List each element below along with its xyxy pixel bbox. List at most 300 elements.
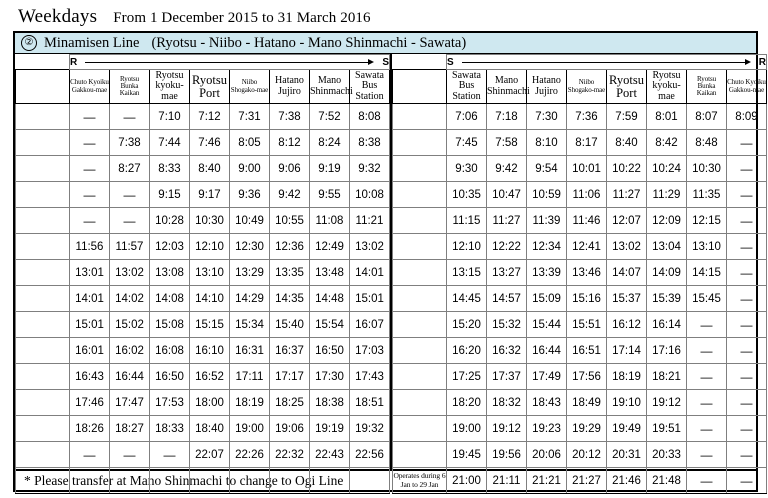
table-row <box>16 468 390 494</box>
inbound-time-cell: 13:02 <box>607 234 647 260</box>
outbound-table <box>15 54 390 494</box>
outbound-station-6: Mano Shinmachi <box>310 70 350 104</box>
inbound-time-cell: 16:51 <box>567 338 607 364</box>
inbound-station-0: Sawata Bus Station <box>447 70 487 104</box>
inbound-station-header-row <box>393 70 767 104</box>
inbound-time-cell: 11:15 <box>447 208 487 234</box>
inbound-time-cell: 8:17 <box>567 130 607 156</box>
outbound-time-cell: 19:19 <box>310 416 350 442</box>
outbound-row-note <box>16 260 70 286</box>
inbound-time-cell: — <box>727 286 767 312</box>
inbound-time-cell: 7:58 <box>487 130 527 156</box>
outbound-row-note <box>16 416 70 442</box>
outbound-time-cell: 10:30 <box>190 208 230 234</box>
table-row <box>393 390 767 416</box>
inbound-time-cell: — <box>727 364 767 390</box>
outbound-time-cell: 10:28 <box>150 208 190 234</box>
outbound-time-cell: 16:10 <box>190 338 230 364</box>
outbound-time-cell: 7:46 <box>190 130 230 156</box>
outbound-time-cell: 16:08 <box>150 338 190 364</box>
outbound-time-cell: 12:36 <box>270 234 310 260</box>
table-row <box>393 156 767 182</box>
table-row <box>393 416 767 442</box>
outbound-time-cell: 11:57 <box>110 234 150 260</box>
outbound-time-cell: 9:00 <box>230 156 270 182</box>
inbound-time-cell: 13:04 <box>647 234 687 260</box>
outbound-time-cell: 13:01 <box>70 260 110 286</box>
outbound-time-cell: 18:51 <box>350 390 390 416</box>
outbound-time-cell: 15:08 <box>150 312 190 338</box>
inbound-time-cell: 19:56 <box>487 442 527 468</box>
outbound-time-cell: 18:19 <box>230 390 270 416</box>
inbound-time-cell: 14:45 <box>447 286 487 312</box>
inbound-time-cell: 15:39 <box>647 286 687 312</box>
inbound-time-cell: — <box>727 442 767 468</box>
outbound-time-cell: 16:52 <box>190 364 230 390</box>
inbound-time-cell: 17:25 <box>447 364 487 390</box>
inbound-time-cell: 14:15 <box>687 260 727 286</box>
inbound-station-3: Niibo Shogako-mae <box>567 70 607 104</box>
inbound-time-cell: 15:51 <box>567 312 607 338</box>
inbound-row-note <box>393 234 447 260</box>
inbound-row-note <box>393 338 447 364</box>
outbound-time-cell: 18:00 <box>190 390 230 416</box>
outbound-row-note <box>16 234 70 260</box>
inbound-station-1: Mano Shinmachi <box>487 70 527 104</box>
inbound-time-cell: 12:07 <box>607 208 647 234</box>
table-row <box>16 286 390 312</box>
inbound-time-cell: 19:49 <box>607 416 647 442</box>
outbound-station-2: Ryotsu kyoku-mae <box>150 70 190 104</box>
outbound-station-header-row <box>16 70 390 104</box>
inbound-time-cell: — <box>727 156 767 182</box>
outbound-row-note <box>16 468 70 494</box>
outbound-time-cell: 18:25 <box>270 390 310 416</box>
outbound-time-cell: 12:03 <box>150 234 190 260</box>
inbound-time-cell: 8:09 <box>727 104 767 130</box>
inbound-time-cell: 19:10 <box>607 390 647 416</box>
table-row <box>393 286 767 312</box>
outbound-time-cell: — <box>70 182 110 208</box>
validity-date-range: From 1 December 2015 to 31 March 2016 <box>113 10 371 26</box>
outbound-time-cell: — <box>70 130 110 156</box>
outbound-destination-code: S <box>382 56 389 68</box>
inbound-time-cell: 21:21 <box>527 468 567 494</box>
inbound-time-cell: 19:12 <box>487 416 527 442</box>
outbound-time-cell: 10:55 <box>270 208 310 234</box>
inbound-time-cell: 12:09 <box>647 208 687 234</box>
inbound-time-cell: 7:45 <box>447 130 487 156</box>
outbound-time-cell: 11:08 <box>310 208 350 234</box>
outbound-time-cell: 8:12 <box>270 130 310 156</box>
inbound-row-note <box>393 260 447 286</box>
table-row <box>393 208 767 234</box>
inbound-row-note <box>393 286 447 312</box>
inbound-time-cell: 10:47 <box>487 182 527 208</box>
inbound-time-cell: 17:56 <box>567 364 607 390</box>
outbound-time-cell: 11:56 <box>70 234 110 260</box>
outbound-time-cell: 13:48 <box>310 260 350 286</box>
table-row <box>16 312 390 338</box>
inbound-time-cell: 9:42 <box>487 156 527 182</box>
inbound-row-note <box>393 364 447 390</box>
inbound-origin-code: S <box>447 56 454 68</box>
inbound-row-note <box>393 208 447 234</box>
inbound-time-cell: — <box>687 364 727 390</box>
outbound-time-cell: 16:02 <box>110 338 150 364</box>
outbound-time-cell: 7:31 <box>230 104 270 130</box>
inbound-time-cell: 21:00 <box>447 468 487 494</box>
outbound-row-note <box>16 390 70 416</box>
outbound-time-cell: 17:47 <box>110 390 150 416</box>
inbound-time-cell: — <box>727 390 767 416</box>
outbound-time-cell: 12:30 <box>230 234 270 260</box>
inbound-time-cell: 15:16 <box>567 286 607 312</box>
inbound-time-cell: — <box>727 416 767 442</box>
outbound-row-note <box>16 286 70 312</box>
inbound-time-cell: 19:00 <box>447 416 487 442</box>
inbound-station-6: Ryotsu Bunka Kaikan <box>687 70 727 104</box>
inbound-time-cell: 13:39 <box>527 260 567 286</box>
outbound-time-cell: 9:06 <box>270 156 310 182</box>
outbound-time-cell: 17:53 <box>150 390 190 416</box>
outbound-row-note <box>16 338 70 364</box>
inbound-time-cell: 10:01 <box>567 156 607 182</box>
inbound-time-cell: 11:39 <box>527 208 567 234</box>
outbound-row-note <box>16 156 70 182</box>
outbound-direction-spacer <box>16 55 70 70</box>
inbound-station-4: Ryotsu Port <box>607 70 647 104</box>
inbound-time-cell: 7:59 <box>607 104 647 130</box>
inbound-row-note <box>393 416 447 442</box>
outbound-time-cell: 14:02 <box>110 286 150 312</box>
table-row <box>393 104 767 130</box>
outbound-station-1: Ryotsu Bunka Kaikan <box>110 70 150 104</box>
inbound-time-cell: 19:23 <box>527 416 567 442</box>
outbound-rows <box>16 104 390 494</box>
inbound-time-cell: 15:44 <box>527 312 567 338</box>
outbound-station-4: Niibo Shogako-mae <box>230 70 270 104</box>
inbound-time-cell: 8:42 <box>647 130 687 156</box>
inbound-time-cell: 11:06 <box>567 182 607 208</box>
outbound-time-cell: 19:32 <box>350 416 390 442</box>
line-number-badge: ② <box>21 35 37 51</box>
outbound-time-cell <box>230 468 270 494</box>
table-row <box>16 156 390 182</box>
table-row <box>16 182 390 208</box>
outbound-time-cell: 22:43 <box>310 442 350 468</box>
outbound-time-cell: 22:56 <box>350 442 390 468</box>
inbound-time-cell: 16:32 <box>487 338 527 364</box>
inbound-time-cell: 7:06 <box>447 104 487 130</box>
inbound-destination-code: R <box>758 56 766 68</box>
outbound-time-cell: 14:01 <box>350 260 390 286</box>
inbound-time-cell: 10:24 <box>647 156 687 182</box>
inbound-time-cell: — <box>687 416 727 442</box>
outbound-row-note <box>16 104 70 130</box>
outbound-time-cell: 15:01 <box>350 286 390 312</box>
outbound-time-cell: 12:10 <box>190 234 230 260</box>
inbound-time-cell: 19:51 <box>647 416 687 442</box>
inbound-time-cell: 16:12 <box>607 312 647 338</box>
outbound-time-cell <box>270 468 310 494</box>
inbound-time-cell: — <box>727 234 767 260</box>
timetable-frame <box>13 31 766 492</box>
outbound-time-cell: 8:27 <box>110 156 150 182</box>
outbound-time-cell: 7:12 <box>190 104 230 130</box>
inbound-time-cell: 12:41 <box>567 234 607 260</box>
outbound-time-cell: 10:49 <box>230 208 270 234</box>
outbound-time-cell: 9:17 <box>190 182 230 208</box>
inbound-time-cell: 10:22 <box>607 156 647 182</box>
inbound-time-cell: 7:30 <box>527 104 567 130</box>
inbound-time-cell: 18:19 <box>607 364 647 390</box>
inbound-time-cell: 13:27 <box>487 260 527 286</box>
inbound-time-cell: 20:12 <box>567 442 607 468</box>
page-title: Weekdays <box>18 6 98 27</box>
outbound-time-cell: 18:38 <box>310 390 350 416</box>
table-row <box>393 468 767 494</box>
inbound-time-cell: 11:46 <box>567 208 607 234</box>
inbound-time-cell: 12:15 <box>687 208 727 234</box>
inbound-time-cell: 19:12 <box>647 390 687 416</box>
inbound-time-cell: 12:10 <box>447 234 487 260</box>
inbound-time-cell: 14:09 <box>647 260 687 286</box>
inbound-time-cell: 18:49 <box>567 390 607 416</box>
outbound-row-note <box>16 182 70 208</box>
outbound-time-cell: 7:44 <box>150 130 190 156</box>
direction-arrow-icon <box>85 59 374 65</box>
inbound-time-cell: — <box>727 338 767 364</box>
inbound-time-cell: 11:29 <box>647 182 687 208</box>
outbound-time-cell: 17:43 <box>350 364 390 390</box>
inbound-time-cell: 21:46 <box>607 468 647 494</box>
outbound-time-cell: 8:40 <box>190 156 230 182</box>
inbound-row-note <box>393 390 447 416</box>
inbound-time-cell: — <box>687 442 727 468</box>
table-row <box>16 338 390 364</box>
outbound-time-cell: 13:02 <box>350 234 390 260</box>
outbound-time-cell: 17:46 <box>70 390 110 416</box>
inbound-time-cell: 14:57 <box>487 286 527 312</box>
line-name: Minamisen Line <box>44 34 140 51</box>
outbound-time-cell: 17:03 <box>350 338 390 364</box>
outbound-table-container <box>15 54 392 469</box>
inbound-time-cell: 8:48 <box>687 130 727 156</box>
inbound-time-cell: 16:14 <box>647 312 687 338</box>
outbound-time-cell: — <box>70 442 110 468</box>
table-row <box>393 364 767 390</box>
inbound-time-cell: 19:29 <box>567 416 607 442</box>
outbound-time-cell: 11:21 <box>350 208 390 234</box>
outbound-time-cell: 18:40 <box>190 416 230 442</box>
outbound-row-note <box>16 442 70 468</box>
outbound-time-cell <box>110 468 150 494</box>
outbound-time-cell: 9:42 <box>270 182 310 208</box>
outbound-time-cell: 17:17 <box>270 364 310 390</box>
table-row <box>393 260 767 286</box>
table-row <box>16 260 390 286</box>
line-banner <box>15 33 756 54</box>
outbound-time-cell: 8:05 <box>230 130 270 156</box>
inbound-time-cell: — <box>687 338 727 364</box>
inbound-row-note <box>393 156 447 182</box>
inbound-time-cell: 20:31 <box>607 442 647 468</box>
outbound-time-cell: — <box>110 104 150 130</box>
inbound-time-cell: 18:43 <box>527 390 567 416</box>
outbound-time-cell: 15:34 <box>230 312 270 338</box>
inbound-row-note <box>393 104 447 130</box>
inbound-station-5: Ryotsu kyoku-mae <box>647 70 687 104</box>
inbound-row-note: Operates during 6 Jan to 29 Jan <box>393 468 447 494</box>
outbound-time-cell: 9:32 <box>350 156 390 182</box>
inbound-time-cell: 15:32 <box>487 312 527 338</box>
outbound-time-cell: 14:48 <box>310 286 350 312</box>
outbound-time-cell: 9:36 <box>230 182 270 208</box>
outbound-time-cell: 16:50 <box>310 338 350 364</box>
outbound-time-cell <box>190 468 230 494</box>
inbound-time-cell: 8:07 <box>687 104 727 130</box>
inbound-time-cell: 17:37 <box>487 364 527 390</box>
outbound-time-cell: 9:15 <box>150 182 190 208</box>
outbound-time-cell: 14:08 <box>150 286 190 312</box>
inbound-direction-indicator <box>447 55 767 70</box>
outbound-time-cell: 18:26 <box>70 416 110 442</box>
outbound-time-cell: 13:02 <box>110 260 150 286</box>
inbound-time-cell: — <box>727 312 767 338</box>
outbound-time-cell: 14:35 <box>270 286 310 312</box>
outbound-time-cell: 16:31 <box>230 338 270 364</box>
inbound-time-cell: 20:06 <box>527 442 567 468</box>
inbound-station-7: Chuto Kyoiku Gakkou-mae <box>727 70 767 104</box>
inbound-time-cell: 19:45 <box>447 442 487 468</box>
outbound-time-cell: 13:29 <box>230 260 270 286</box>
outbound-time-cell: 14:01 <box>70 286 110 312</box>
outbound-time-cell: — <box>150 442 190 468</box>
inbound-time-cell: 16:44 <box>527 338 567 364</box>
outbound-time-cell: 16:37 <box>270 338 310 364</box>
inbound-time-cell: 13:15 <box>447 260 487 286</box>
outbound-row-note <box>16 130 70 156</box>
inbound-table <box>392 54 767 494</box>
outbound-row-note <box>16 208 70 234</box>
table-row <box>16 442 390 468</box>
inbound-time-cell: 15:45 <box>687 286 727 312</box>
inbound-time-cell: 21:48 <box>647 468 687 494</box>
inbound-time-cell: 10:35 <box>447 182 487 208</box>
inbound-time-cell: 15:20 <box>447 312 487 338</box>
outbound-time-cell: 7:52 <box>310 104 350 130</box>
outbound-time-cell: — <box>70 104 110 130</box>
outbound-direction-indicator <box>70 55 390 70</box>
outbound-time-cell: 8:33 <box>150 156 190 182</box>
inbound-time-cell: 15:09 <box>527 286 567 312</box>
inbound-time-cell: 18:32 <box>487 390 527 416</box>
inbound-time-cell: 11:27 <box>607 182 647 208</box>
inbound-time-cell: 18:20 <box>447 390 487 416</box>
inbound-direction-spacer <box>393 55 447 70</box>
outbound-time-cell: 15:02 <box>110 312 150 338</box>
inbound-row-note <box>393 312 447 338</box>
inbound-time-cell: 21:11 <box>487 468 527 494</box>
outbound-time-cell: 17:30 <box>310 364 350 390</box>
outbound-time-cell: 16:43 <box>70 364 110 390</box>
inbound-rows <box>393 104 767 494</box>
inbound-table-container <box>392 54 767 489</box>
table-row <box>393 182 767 208</box>
table-row <box>16 390 390 416</box>
outbound-row-note <box>16 312 70 338</box>
outbound-time-cell: 14:29 <box>230 286 270 312</box>
inbound-direction-bar <box>393 55 767 70</box>
inbound-time-cell: — <box>687 390 727 416</box>
inbound-time-cell: 9:54 <box>527 156 567 182</box>
outbound-time-cell <box>150 468 190 494</box>
table-row <box>16 208 390 234</box>
outbound-time-cell: — <box>110 442 150 468</box>
inbound-time-cell: 17:49 <box>527 364 567 390</box>
line-stations-summary: (Ryotsu - Niibo - Hatano - Mano Shinmachi - Sawata) <box>151 34 467 51</box>
footnote: * Please transfer at Mano Shinmachi to change to Ogi Line <box>15 469 756 490</box>
outbound-time-cell: — <box>110 182 150 208</box>
outbound-time-cell: 15:54 <box>310 312 350 338</box>
outbound-time-cell: 16:44 <box>110 364 150 390</box>
outbound-time-cell: 15:40 <box>270 312 310 338</box>
table-row <box>16 364 390 390</box>
inbound-time-cell: 15:37 <box>607 286 647 312</box>
inbound-row-note <box>393 130 447 156</box>
inbound-time-cell: 12:34 <box>527 234 567 260</box>
outbound-time-cell: 16:07 <box>350 312 390 338</box>
table-row <box>393 312 767 338</box>
outbound-time-cell: 22:07 <box>190 442 230 468</box>
outbound-head <box>16 55 390 104</box>
inbound-time-cell: 12:22 <box>487 234 527 260</box>
inbound-time-cell: 7:18 <box>487 104 527 130</box>
inbound-time-cell: 8:10 <box>527 130 567 156</box>
outbound-time-cell: — <box>70 208 110 234</box>
inbound-time-cell: — <box>727 208 767 234</box>
inbound-time-cell: — <box>687 312 727 338</box>
outbound-time-cell: 12:49 <box>310 234 350 260</box>
outbound-time-cell: 18:33 <box>150 416 190 442</box>
outbound-time-cell: 7:38 <box>110 130 150 156</box>
outbound-time-cell: 16:01 <box>70 338 110 364</box>
outbound-time-cell <box>310 468 350 494</box>
inbound-head <box>393 55 767 104</box>
inbound-note-column-header <box>393 70 447 104</box>
outbound-time-cell: 9:19 <box>310 156 350 182</box>
outbound-time-cell: 8:38 <box>350 130 390 156</box>
outbound-time-cell: 13:35 <box>270 260 310 286</box>
outbound-time-cell: 7:10 <box>150 104 190 130</box>
inbound-time-cell: 21:27 <box>567 468 607 494</box>
inbound-station-2: Hatano Jujiro <box>527 70 567 104</box>
inbound-time-cell: 14:07 <box>607 260 647 286</box>
outbound-time-cell: 10:08 <box>350 182 390 208</box>
outbound-station-3: Ryotsu Port <box>190 70 230 104</box>
outbound-time-cell: 8:08 <box>350 104 390 130</box>
inbound-time-cell: 20:33 <box>647 442 687 468</box>
outbound-time-cell: 22:32 <box>270 442 310 468</box>
outbound-time-cell: 9:55 <box>310 182 350 208</box>
outbound-time-cell: 22:26 <box>230 442 270 468</box>
inbound-time-cell: 13:46 <box>567 260 607 286</box>
table-row <box>393 234 767 260</box>
inbound-time-cell: 10:30 <box>687 156 727 182</box>
outbound-time-cell <box>70 468 110 494</box>
outbound-time-cell: 17:11 <box>230 364 270 390</box>
